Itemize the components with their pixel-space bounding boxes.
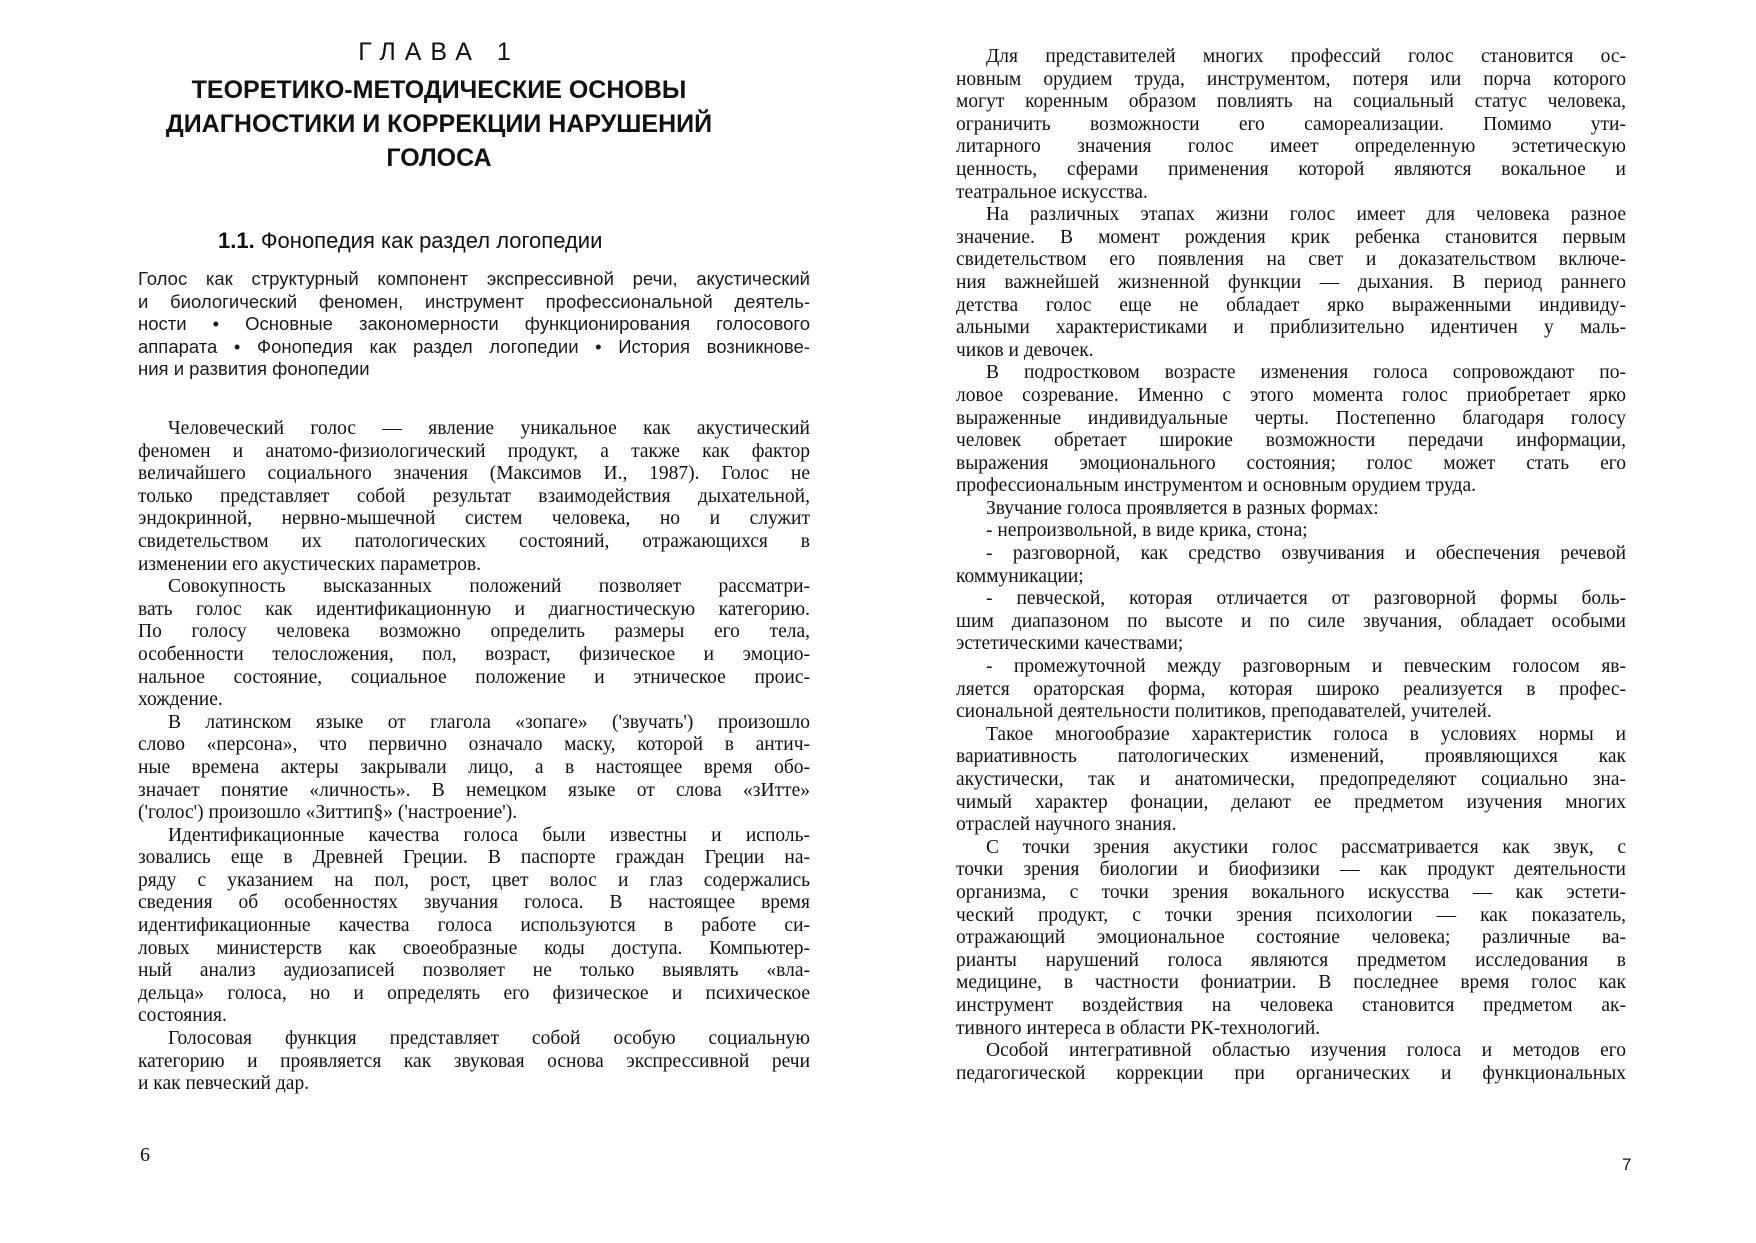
text-line: Человеческий голос — явление уникальное как акустический — [168, 418, 810, 439]
text-line: величайшего социального значения (Максимов И., 1987). Голос не — [138, 463, 810, 485]
abstract-line: и биологический феномен, инструмент профессиональной деятель- — [138, 290, 810, 312]
paragraph — [956, 520, 1626, 543]
abstract-line: Голос как структурный компонент экспрессивной речи, акустический — [138, 268, 810, 289]
paragraph — [956, 656, 1626, 724]
paragraph — [956, 498, 1626, 521]
text-line: могут коренным образом повлиять на социальный статус человека, — [956, 91, 1626, 113]
page-number: 6 — [140, 1144, 150, 1166]
right-page — [878, 0, 1756, 1243]
paragraph — [138, 576, 810, 712]
right-body-text — [956, 46, 1626, 1085]
text-line: сиональной деятельности политиков, преподавателей, учителей. — [956, 701, 1492, 723]
text-line: Для представителей многих профессий голос становится ос- — [986, 46, 1626, 67]
text-line: ческий продукт, с точки зрения психологии — как показатель, — [956, 904, 1626, 926]
text-line: Особой интегративной областью изучения голоса и методов его — [986, 1040, 1626, 1062]
text-line: дельца» голоса, но и определять его физическое и психическое — [138, 982, 810, 1004]
text-line: тивного интереса в области РК-технологий. — [956, 1017, 1321, 1039]
abstract-line: аппарата • Фонопедия как раздел логопедии • История возникнове- — [138, 335, 810, 357]
text-line: отраслей научного знания. — [956, 814, 1177, 836]
text-line: ный анализ аудиозаписей позволяет не только выявлять «вла- — [138, 960, 810, 982]
text-line: значает понятие «личность». В немецком языке от слова «зИтте» — [138, 779, 810, 801]
text-line: только представляет собой результат взаимодействия дыхательной, — [138, 485, 810, 507]
text-line: выражения эмоционального состояния; голос может стать его — [956, 452, 1626, 474]
page-number: 7 — [1622, 1155, 1632, 1174]
chapter-title-line: ДИАГНОСТИКИ И КОРРЕКЦИИ НАРУШЕНИЙ — [165, 110, 713, 138]
text-line: инструмент воздействия на человека становится предметом ак- — [956, 994, 1626, 1016]
text-line: рианты нарушений голоса являются предметом исследования в — [956, 949, 1626, 971]
abstract-line: ния и развития фонопедии — [138, 358, 370, 379]
text-line: профессиональным инструментом и основным орудием труда. — [956, 475, 1476, 497]
text-line: Голосовая функция представляет собой особую социальную — [168, 1028, 810, 1050]
text-line: категорию и проявляется как звуковая основа экспрессивной речи — [138, 1050, 810, 1072]
text-line: - непроизвольной, в виде крика, стона; — [986, 520, 1308, 542]
text-line: свидетельством их патологических состояний, отражающихся в — [138, 530, 810, 552]
paragraph — [956, 837, 1626, 1040]
text-line: С точки зрения акустики голос рассматривается как звук, с — [986, 836, 1626, 858]
text-line: ния важнейшей жизненной функции — дыхания. В период раннего — [956, 271, 1626, 293]
text-line: вать голос как идентификационную и диагностическую категорию. — [138, 598, 810, 620]
text-line: - разговорной, как средство озвучивания и обеспечения речевой — [986, 543, 1626, 565]
text-line: театральное искусства. — [956, 181, 1148, 203]
paragraph — [956, 1040, 1626, 1085]
chapter-title-line: ТЕОРЕТИКО-МЕТОДИЧЕСКИЕ ОСНОВЫ — [191, 76, 687, 104]
text-line: сведения об особенностях звучания голоса. В настоящее время — [138, 892, 810, 914]
text-line: - промежуточной между разговорным и певческим голосом яв- — [986, 656, 1626, 678]
paragraph — [956, 204, 1626, 362]
paragraph — [138, 825, 810, 1028]
text-line: медицине, в частности фониатрии. В последнее время голос как — [956, 972, 1626, 994]
abstract-line: ности • Основные закономерности функционирования голосового — [138, 313, 810, 334]
text-line: коммуникации; — [956, 565, 1084, 587]
text-line: слово «персона», что первично означало маску, которой в антич- — [138, 734, 810, 756]
text-line: зовались еще в Древней Греции. В паспорте граждан Греции на- — [138, 847, 810, 869]
text-line: эстетическими качествами; — [956, 633, 1184, 655]
section-abstract — [138, 268, 810, 381]
text-line: свидетельством его появления на свет и доказательством включе- — [956, 249, 1626, 271]
chapter-label: ГЛАВА 1 — [358, 38, 520, 66]
text-line: эндокринной, нервно-мышечной систем человека, но и служит — [138, 508, 810, 530]
text-line: ряду с указанием на пол, рост, цвет волос и глаз содержались — [138, 869, 810, 891]
text-line: детства голос еще не обладает ярко выраженными индивиду- — [956, 294, 1626, 316]
section-title: Фонопедия как раздел логопедии — [260, 228, 603, 253]
text-line: чиков и девочек. — [956, 339, 1094, 361]
text-line: ('голос') произошло «Зиттип§» ('настроение'). — [138, 802, 518, 824]
paragraph — [138, 418, 810, 576]
text-line: шим диапазоном по высоте и по силе звучания, обладает особыми — [956, 610, 1626, 632]
paragraph — [138, 712, 810, 825]
text-line: феномен и анатомо-физиологический продукт, а также как фактор — [138, 440, 810, 462]
text-line: ловое созревание. Именно с этого момента голос приобретает ярко — [956, 384, 1626, 406]
text-line: организма, с точки зрения вокального искусства — как эстети- — [956, 881, 1626, 903]
text-line: ловых министерств как своеобразные коды доступа. Компьютер- — [138, 937, 810, 959]
text-line: ные времена актеры закрывали лицо, а в настоящее время обо- — [138, 756, 810, 778]
text-line: Идентификационные качества голоса были известны и исполь- — [168, 824, 810, 846]
text-line: На различных этапах жизни голос имеет для человека разное — [986, 204, 1626, 226]
text-line: отражающий эмоциональное состояние человека; различные ва- — [956, 927, 1626, 949]
text-line: альными характеристиками и приблизительно идентичен у маль- — [956, 317, 1626, 339]
section-heading — [218, 228, 602, 254]
text-line: Совокупность высказанных положений позволяет рассматри- — [168, 576, 810, 598]
text-line: вариативность патологических изменений, проявляющихся как — [956, 746, 1626, 768]
chapter-title-line: ГОЛОСА — [386, 144, 492, 172]
section-number: 1.1. — [218, 228, 255, 253]
text-line: Такое многообразие характеристик голоса в условиях нормы и — [986, 723, 1626, 745]
text-line: состояния. — [138, 1005, 227, 1027]
left-body-text — [138, 418, 810, 1096]
text-line: изменении его акустических параметров. — [138, 553, 482, 575]
paragraph — [138, 1028, 810, 1096]
text-line: ограничить возможности его самореализации. Помимо ути- — [956, 113, 1626, 135]
text-line: точки зрения биологии и биофизики — как продукт деятельности — [956, 859, 1626, 881]
text-line: чимый характер фонации, делают ее предметом изучения многих — [956, 791, 1626, 813]
text-line: Звучание голоса проявляется в разных формах: — [986, 497, 1379, 519]
text-line: выраженные индивидуальные черты. Постепенно благодаря голосу — [956, 407, 1626, 429]
text-line: особенности телосложения, пол, возраст, физическое и эмоцио- — [138, 643, 810, 665]
text-line: хождение. — [138, 689, 223, 711]
text-line: нальное состояние, социальное положение и этническое проис- — [138, 666, 810, 688]
paragraph — [956, 362, 1626, 498]
text-line: идентификационные качества голоса используются в работе си- — [138, 915, 810, 937]
text-line: литарного значения голос имеет определенную эстетическую — [956, 136, 1626, 158]
text-line: значение. В момент рождения крик ребенка становится первым — [956, 226, 1626, 248]
paragraph — [956, 543, 1626, 588]
text-line: По голосу человека возможно определить размеры его тела, — [138, 621, 810, 643]
text-line: ляется ораторская форма, которая широко реализуется в профес- — [956, 678, 1626, 700]
paragraph — [956, 46, 1626, 204]
text-line: В подростковом возрасте изменения голоса сопровождают по- — [986, 362, 1626, 384]
paragraph — [956, 588, 1626, 656]
paragraph — [956, 724, 1626, 837]
text-line: ценность, сферами применения которой являются вокальное и — [956, 158, 1626, 180]
text-line: и как певческий дар. — [138, 1073, 310, 1095]
text-line: человек обретает широкие возможности передачи информации, — [956, 430, 1626, 452]
text-line: акустически, так и анатомически, предопределяют социально зна- — [956, 769, 1626, 790]
text-line: В латинском языке от глагола «зопаге» ('звучать') произошло — [168, 711, 810, 733]
chapter-title — [0, 73, 878, 175]
text-line: новным орудием труда, инструментом, потеря или порча которого — [956, 68, 1626, 90]
text-line: - певческой, которая отличается от разговорной формы боль- — [986, 588, 1626, 610]
text-line: педагогической коррекции при органических и функциональных — [956, 1062, 1626, 1084]
